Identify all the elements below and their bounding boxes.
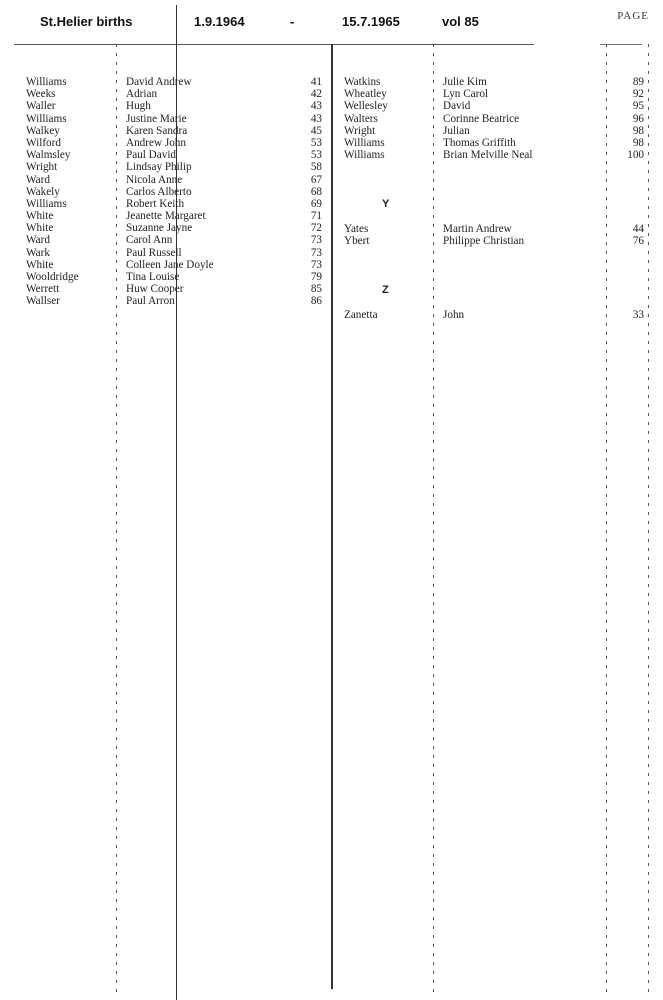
left-forenames (126, 76, 286, 308)
forenames: Paul David (126, 149, 177, 162)
forenames: Huw Cooper (126, 283, 184, 296)
header-rule (14, 44, 534, 45)
surname: Wakely (26, 185, 60, 198)
page-number: 96 (632, 112, 644, 125)
surname: White (26, 222, 54, 235)
surname: Watkins (344, 76, 381, 88)
surname: Waller (26, 100, 56, 113)
forenames: Hugh (126, 100, 151, 113)
surname: Williams (26, 76, 67, 88)
date-separator: - (290, 14, 295, 29)
date-to: 15.7.1965 (342, 14, 400, 29)
page-number: 98 (632, 124, 644, 137)
forenames: Julie Kim (443, 76, 487, 88)
page-number: 100 (627, 149, 644, 162)
surname: White (26, 210, 54, 223)
surname: Wallser (26, 295, 60, 308)
surname: Williams (26, 197, 67, 210)
surname: Wright (26, 161, 58, 174)
forenames: Corinne Beatrice (443, 112, 520, 125)
surname: Walters (344, 112, 378, 125)
section-letter-z: Z (382, 284, 389, 296)
forenames: Jeanette Margaret (126, 210, 206, 223)
page-number: 43 (310, 112, 322, 125)
left-pages (292, 76, 322, 308)
page-number: 44 (632, 223, 644, 235)
page-number: 58 (310, 161, 322, 174)
surname: Williams (344, 149, 385, 162)
forenames: Philippe Christian (443, 235, 525, 247)
page-number: 73 (310, 234, 322, 247)
forenames: Thomas Griffith (443, 136, 516, 149)
surname: Wilford (26, 136, 61, 149)
page-number: 73 (310, 246, 322, 259)
forenames: David (443, 100, 471, 113)
surname: White (26, 258, 54, 271)
right-forenames (443, 76, 603, 161)
page-number: 41 (310, 76, 322, 88)
forenames: Paul Arron (126, 295, 175, 308)
forenames: Carlos Alberto (126, 185, 192, 198)
page-number: 33 (632, 309, 644, 321)
center-ruling-line (331, 44, 333, 989)
forenames: Lyn Carol (443, 88, 489, 101)
surname: Wellesley (344, 100, 388, 113)
forenames: Adrian (126, 88, 158, 101)
surname: Ybert (344, 235, 370, 247)
section-letter-y: Y (382, 198, 390, 210)
page-number: 79 (310, 271, 322, 283)
page-number: 73 (310, 258, 322, 271)
forenames: Tina Louise (126, 271, 180, 283)
surname: Williams (26, 112, 67, 125)
surname: Wark (26, 246, 50, 259)
forenames: Paul Russell (126, 246, 182, 259)
page-number: 98 (632, 136, 644, 149)
page-number: 92 (632, 88, 644, 101)
right-pages (610, 76, 644, 161)
right-surnames (344, 76, 436, 161)
forenames: Lindsay Philip (126, 161, 192, 174)
dashed-column-line (433, 44, 434, 994)
volume-label: vol 85 (442, 14, 479, 29)
forenames: Justine Marie (126, 112, 187, 125)
forenames: Colleen Jane Doyle (126, 258, 214, 271)
surname: Yates (344, 223, 369, 235)
page-header-label: PAGE (617, 10, 649, 22)
forenames: Martin Andrew (443, 223, 512, 235)
page-number: 68 (310, 185, 322, 198)
page-number: 43 (310, 100, 322, 113)
page-number: 53 (310, 136, 322, 149)
page-number: 95 (632, 100, 644, 113)
left-surnames (26, 76, 124, 308)
surname: Weeks (26, 88, 56, 101)
forenames: John (443, 309, 465, 321)
page-number: 45 (310, 124, 322, 137)
surname: Williams (344, 136, 385, 149)
forenames: Robert Keith (126, 197, 185, 210)
surname: Walkey (26, 124, 60, 137)
forenames: Andrew John (126, 136, 186, 149)
date-from: 1.9.1964 (194, 14, 245, 29)
forenames: Julian (443, 124, 470, 137)
page-number: 85 (310, 283, 322, 296)
page-number: 76 (632, 235, 644, 247)
page-number: 69 (310, 197, 322, 210)
page-number: 86 (310, 295, 322, 308)
surname: Ward (26, 173, 50, 186)
dashed-column-line (648, 44, 649, 994)
forenames: Nicola Anne (126, 173, 183, 186)
surname: Walmsley (26, 149, 71, 162)
surname: Wheatley (344, 88, 387, 101)
forenames: Brian Melville Neal (443, 149, 533, 162)
page-number: 89 (632, 76, 644, 88)
page-number: 42 (310, 88, 322, 101)
register-title: St.Helier births (40, 14, 133, 29)
surname: Werrett (26, 283, 60, 296)
forenames: Suzanne Jayne (126, 222, 193, 235)
page-number: 72 (310, 222, 322, 235)
forenames: Carol Ann (126, 234, 173, 247)
surname: Ward (26, 234, 50, 247)
page-number: 67 (310, 173, 322, 186)
page-number: 53 (310, 149, 322, 162)
forenames: David Andrew (126, 76, 192, 88)
dashed-column-line (606, 44, 607, 994)
page-number: 71 (310, 210, 322, 223)
surname: Wright (344, 124, 376, 137)
surname: Wooldridge (26, 271, 79, 283)
forenames: Karen Sandra (126, 124, 188, 137)
surname: Zanetta (344, 309, 378, 321)
